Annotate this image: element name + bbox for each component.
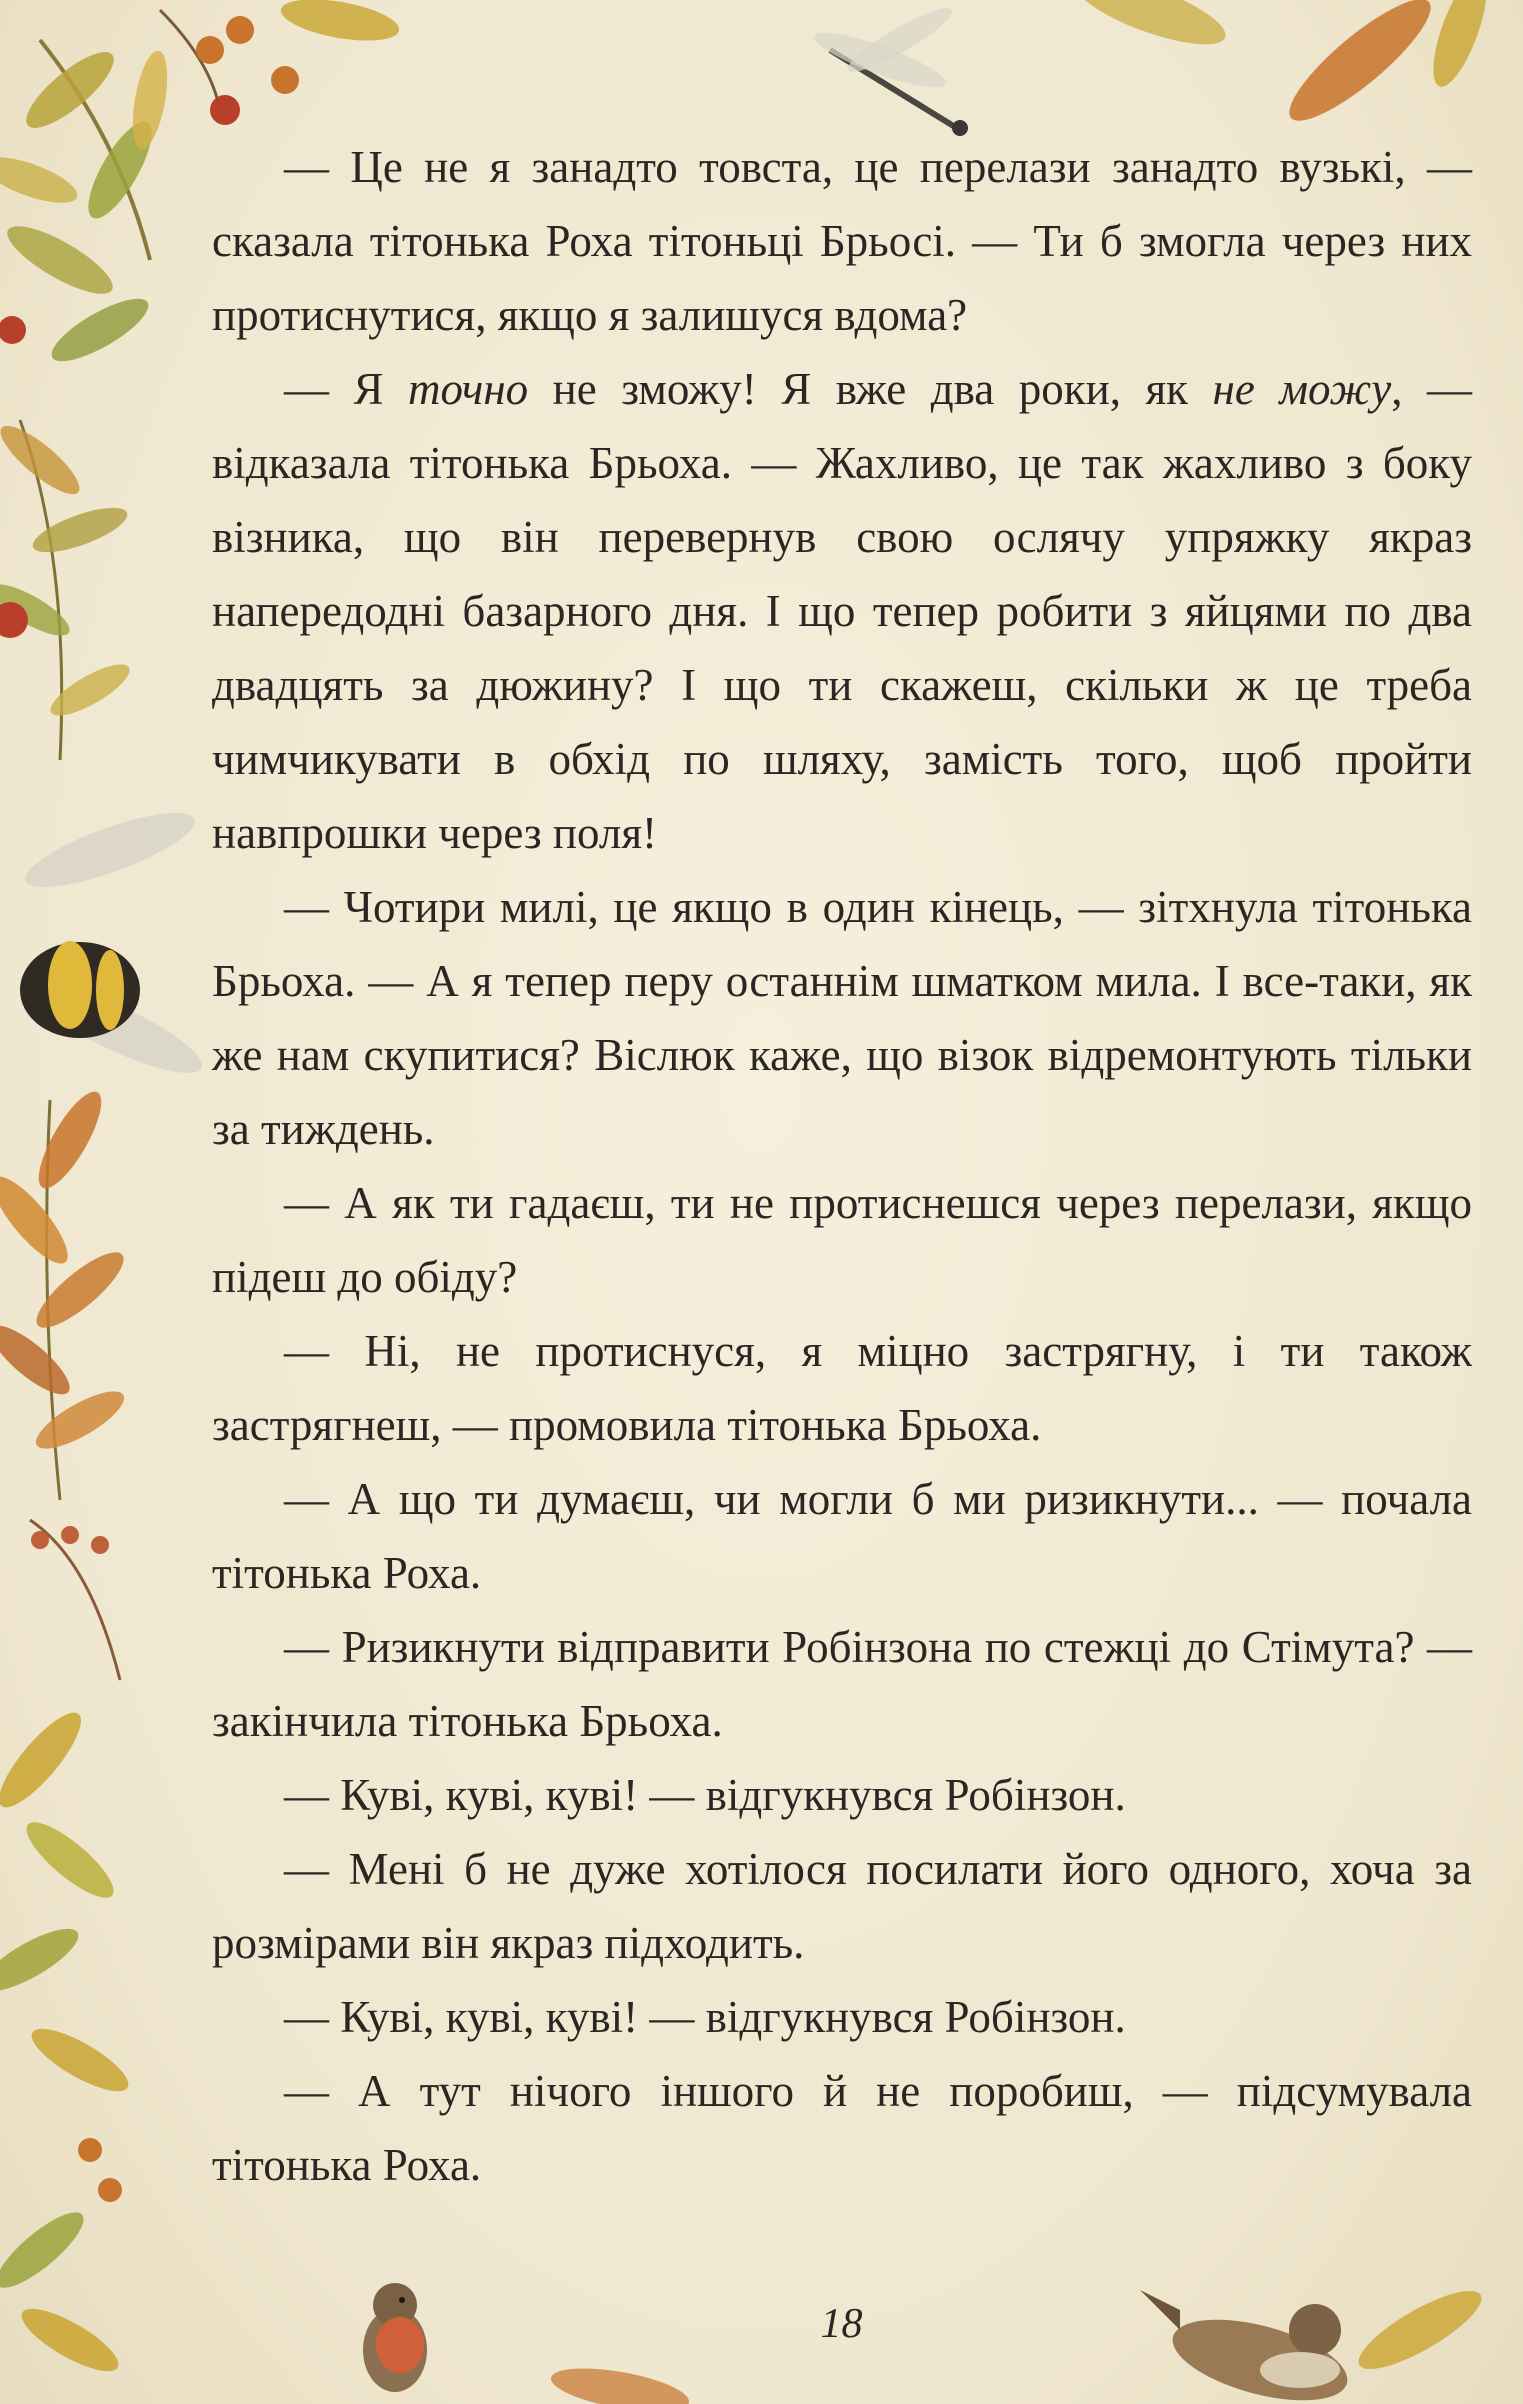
- paragraph: [212, 1314, 1472, 1462]
- left-foliage: [0, 40, 173, 2382]
- paragraph: [212, 1832, 1472, 1980]
- text-fragment: — Ні, не протиснуся, я міцно застрягну, і ти також застрягнеш, — промовила тітонька Брьоха.: [212, 1326, 1472, 1450]
- bumblebee-illustration: [18, 799, 211, 1088]
- text-fragment: — Чотири милі, це якщо в один кінець, — зітхнула тітонька Брьоха. — А я тепер перу останнім шматком мила. І все-таки, як же нам скупитися? Віслюк каже, що візок відремонтують тільки за тиждень.: [212, 882, 1472, 1154]
- story-text: [212, 130, 1472, 2202]
- paragraph: [212, 2054, 1472, 2202]
- page-number: 18: [820, 2301, 863, 2347]
- paragraph: [212, 1758, 1472, 1832]
- paragraph: [212, 1610, 1472, 1758]
- text-fragment: — А тут нічого іншого й не поробиш, — підсумувала тітонька Роха.: [212, 2066, 1472, 2190]
- paragraph: [212, 1980, 1472, 2054]
- top-berries: [160, 0, 1497, 136]
- text-fragment: — Мені б не дуже хотілося посилати його одного, хоча за розмірами він якраз підходить.: [212, 1844, 1472, 1968]
- paragraph: [212, 1166, 1472, 1314]
- text-fragment: — Це не я занадто товста, це перелази занадто вузькі, — сказала тітонька Роха тітоньці Брьосі. — Ти б змогла через них протиснутися, якщо я залишуся вдома?: [212, 142, 1472, 340]
- text-fragment: — Куві, куві, куві! — відгукнувся Робінзон.: [284, 1992, 1126, 2042]
- dragonfly-illustration: [809, 0, 968, 136]
- text-fragment: — Ризикнути відправити Робінзона по стежці до Стімута? — закінчила тітонька Брьоха.: [212, 1622, 1472, 1746]
- paragraph: [212, 1462, 1472, 1610]
- text-fragment: — А що ти думаєш, чи могли б ми ризикнути... — почала тітонька Роха.: [212, 1474, 1472, 1598]
- italic-fragment: не можу: [1212, 364, 1392, 414]
- text-fragment: — А як ти гадаєш, ти не протиснешся через перелази, якщо підеш до обіду?: [212, 1178, 1472, 1302]
- paragraph: [212, 130, 1472, 352]
- text-fragment: , — відказала тітонька Брьоха. — Жахливо, це так жахливо з боку візника, що він перевернув свою ослячу упряжку якраз напередодні базарного дня. І що тепер робити з яйцями по два двадцять за дюжину? І що ти скажеш, скільки ж це треба чимчикувати в обхід по шляху, замість того, щоб пройти навпрошки через поля!: [212, 364, 1473, 858]
- text-fragment: не зможу! Я вже два роки, як: [528, 364, 1213, 414]
- text-fragment: — Куві, куві, куві! — відгукнувся Робінзон.: [284, 1770, 1126, 1820]
- text-fragment: — Я: [284, 364, 409, 414]
- paragraph: [212, 352, 1472, 870]
- paragraph: [212, 870, 1472, 1166]
- italic-fragment: точно: [408, 364, 529, 414]
